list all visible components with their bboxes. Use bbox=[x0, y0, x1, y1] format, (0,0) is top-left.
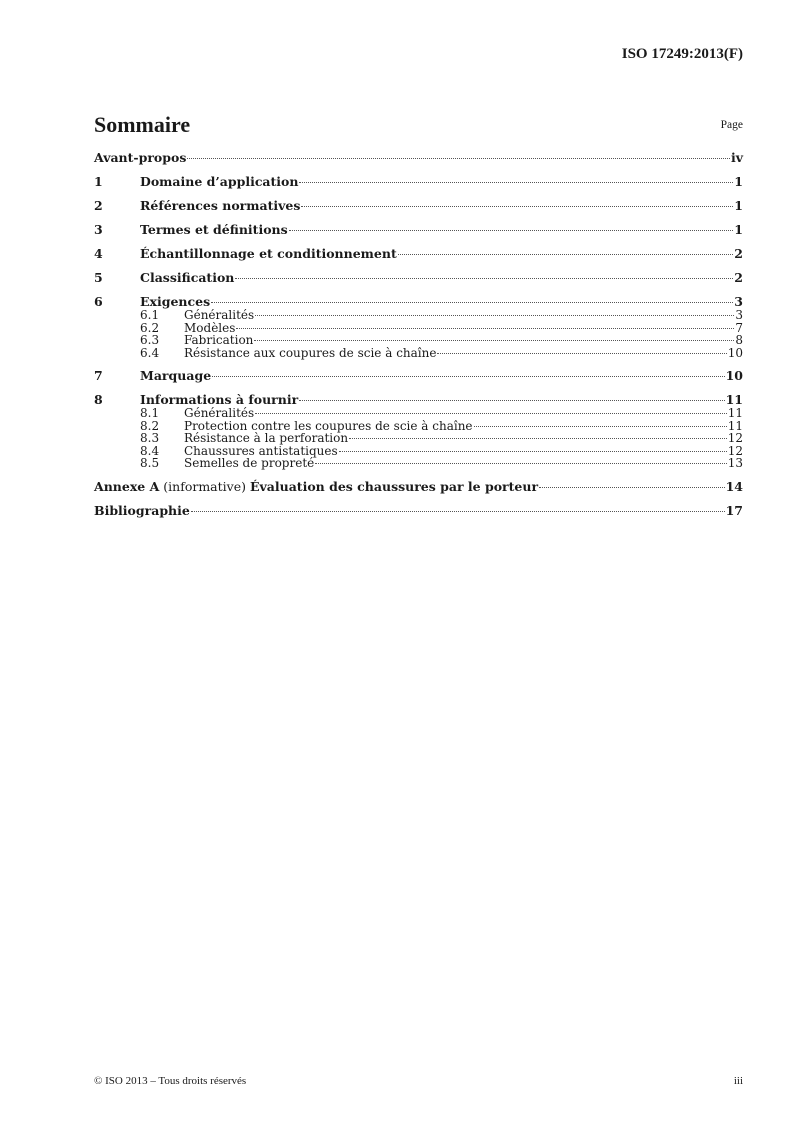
toc-entry-number: 6.4 bbox=[140, 345, 160, 360]
toc-leader-dots bbox=[437, 353, 726, 354]
toc-entry-number: 1 bbox=[94, 174, 103, 189]
toc-entry-number: 4 bbox=[94, 246, 103, 261]
toc-entry[interactable] bbox=[94, 222, 743, 237]
toc-entry-label: Bibliographie bbox=[94, 502, 190, 518]
toc-subentry[interactable] bbox=[94, 334, 743, 347]
toc-leader-dots bbox=[235, 278, 733, 279]
toc-entry-page: 11 bbox=[727, 406, 743, 420]
toc-entry-number: 8.4 bbox=[140, 443, 160, 458]
toc-entry-number: 8.1 bbox=[140, 406, 160, 420]
toc-entry-page: 8 bbox=[735, 333, 743, 347]
toc-entry-label: Résistance aux coupures de scie à chaîne bbox=[184, 345, 437, 360]
toc-leader-dots bbox=[289, 230, 734, 231]
toc-entry-label: Domaine d’application bbox=[140, 174, 299, 189]
annex-title: Évaluation des chaussures par le porteur bbox=[249, 478, 539, 494]
toc-entry-number: 8 bbox=[94, 392, 103, 407]
toc-entry-page: 10 bbox=[727, 345, 743, 360]
toc-entry[interactable] bbox=[94, 150, 743, 165]
toc-subentry[interactable] bbox=[94, 457, 743, 470]
toc-entry-page: 11 bbox=[727, 418, 743, 433]
page-column-label: Page bbox=[720, 119, 743, 131]
toc-entry-label: Semelles de propreté bbox=[184, 456, 315, 470]
toc-entry-page: 3 bbox=[734, 294, 743, 309]
toc-entry-label: Avant-propos bbox=[94, 150, 187, 165]
toc-entry-number: 6.2 bbox=[140, 320, 160, 335]
toc-subentry[interactable] bbox=[94, 407, 743, 420]
toc-title: Sommaire bbox=[94, 112, 191, 137]
toc-entry-label: Chaussures antistatiques bbox=[184, 443, 338, 458]
standard-reference: ISO 17249:2013(F) bbox=[621, 46, 743, 62]
toc-leader-dots bbox=[398, 254, 734, 255]
toc-entry-annex[interactable] bbox=[94, 479, 743, 494]
toc-entry-page: 7 bbox=[735, 320, 743, 335]
toc-leader-dots bbox=[212, 376, 724, 377]
toc-leader-dots bbox=[187, 158, 730, 159]
toc-leader-dots bbox=[339, 451, 727, 452]
toc-entry-label: Marquage bbox=[140, 368, 212, 383]
toc-entry-page: 2 bbox=[734, 270, 743, 285]
toc-entry-number: 8.5 bbox=[140, 456, 160, 470]
toc-entry[interactable] bbox=[94, 368, 743, 383]
toc-entry-label: Exigences bbox=[140, 294, 211, 309]
toc-entry-label: Échantillonnage et conditionnement bbox=[140, 246, 397, 261]
toc-leader-dots bbox=[255, 413, 727, 414]
footer-page-number: iii bbox=[733, 1075, 743, 1087]
toc-leader-dots bbox=[236, 328, 734, 329]
toc-entry-label: Fabrication bbox=[184, 333, 254, 347]
toc-entry-page: 3 bbox=[735, 308, 743, 322]
toc-leader-dots bbox=[191, 511, 725, 512]
toc-entry-label: Références normatives bbox=[140, 198, 301, 213]
annex-prefix: Annexe A bbox=[94, 478, 160, 494]
toc-entry[interactable] bbox=[94, 198, 743, 213]
toc-leader-dots bbox=[211, 302, 733, 303]
toc-subentry[interactable] bbox=[94, 432, 743, 445]
toc-entry-page: 12 bbox=[727, 443, 743, 458]
toc-entry-page: 11 bbox=[725, 392, 743, 407]
toc-entry[interactable] bbox=[94, 270, 743, 285]
toc-entry-bibliography[interactable] bbox=[94, 503, 743, 518]
table-of-contents bbox=[94, 150, 743, 518]
toc-entry-number: 2 bbox=[94, 198, 103, 213]
toc-entry-label: Termes et définitions bbox=[140, 222, 288, 237]
toc-entry-label: Généralités bbox=[184, 308, 255, 322]
toc-subentry[interactable] bbox=[94, 309, 743, 322]
toc-entry-number: 8.2 bbox=[140, 418, 160, 433]
toc-entry-number: 6.3 bbox=[140, 333, 160, 347]
toc-entry-page: 1 bbox=[734, 222, 743, 237]
toc-entry-number: 5 bbox=[94, 270, 103, 285]
toc-entry-page: 13 bbox=[727, 456, 743, 470]
toc-entry[interactable] bbox=[94, 174, 743, 189]
toc-entry-page: iv bbox=[730, 150, 743, 165]
toc-leader-dots bbox=[299, 400, 724, 401]
toc-entry[interactable] bbox=[94, 392, 743, 407]
toc-entry-label: Protection contre les coupures de scie à chaîne bbox=[184, 418, 473, 433]
toc-entry[interactable] bbox=[94, 294, 743, 309]
toc-entry-number: 7 bbox=[94, 368, 103, 383]
toc-entry-number: 3 bbox=[94, 222, 103, 237]
toc-leader-dots bbox=[315, 463, 726, 464]
toc-entry-label: Résistance à la perforation bbox=[184, 431, 349, 445]
toc-subentry[interactable] bbox=[94, 347, 743, 360]
toc-entry-number: 8.3 bbox=[140, 431, 160, 445]
toc-leader-dots bbox=[255, 315, 734, 316]
toc-entry-page: 10 bbox=[725, 368, 743, 383]
toc-leader-dots bbox=[474, 426, 727, 427]
toc-entry-number: 6.1 bbox=[140, 308, 160, 322]
annex-note: (informative) bbox=[159, 478, 250, 494]
footer-copyright: © ISO 2013 – Tous droits réservés bbox=[94, 1075, 247, 1087]
toc-leader-dots bbox=[299, 182, 733, 183]
toc-entry-label: Modèles bbox=[184, 320, 236, 335]
toc-entry-page: 12 bbox=[727, 431, 743, 445]
toc-entry[interactable] bbox=[94, 246, 743, 261]
toc-entry-page: 1 bbox=[734, 174, 743, 189]
toc-entry-page: 14 bbox=[725, 478, 743, 494]
toc-entry-number: 6 bbox=[94, 294, 103, 309]
toc-entry-page: 1 bbox=[734, 198, 743, 213]
toc-leader-dots bbox=[254, 340, 734, 341]
toc-leader-dots bbox=[539, 487, 725, 488]
toc-entry-label bbox=[94, 479, 538, 494]
toc-entry-label: Informations à fournir bbox=[140, 392, 299, 407]
toc-leader-dots bbox=[349, 438, 727, 439]
toc-entry-page: 17 bbox=[725, 502, 743, 518]
toc-entry-page: 2 bbox=[734, 246, 743, 261]
toc-entry-label: Généralités bbox=[184, 406, 255, 420]
toc-leader-dots bbox=[301, 206, 733, 207]
toc-entry-label: Classification bbox=[140, 270, 235, 285]
